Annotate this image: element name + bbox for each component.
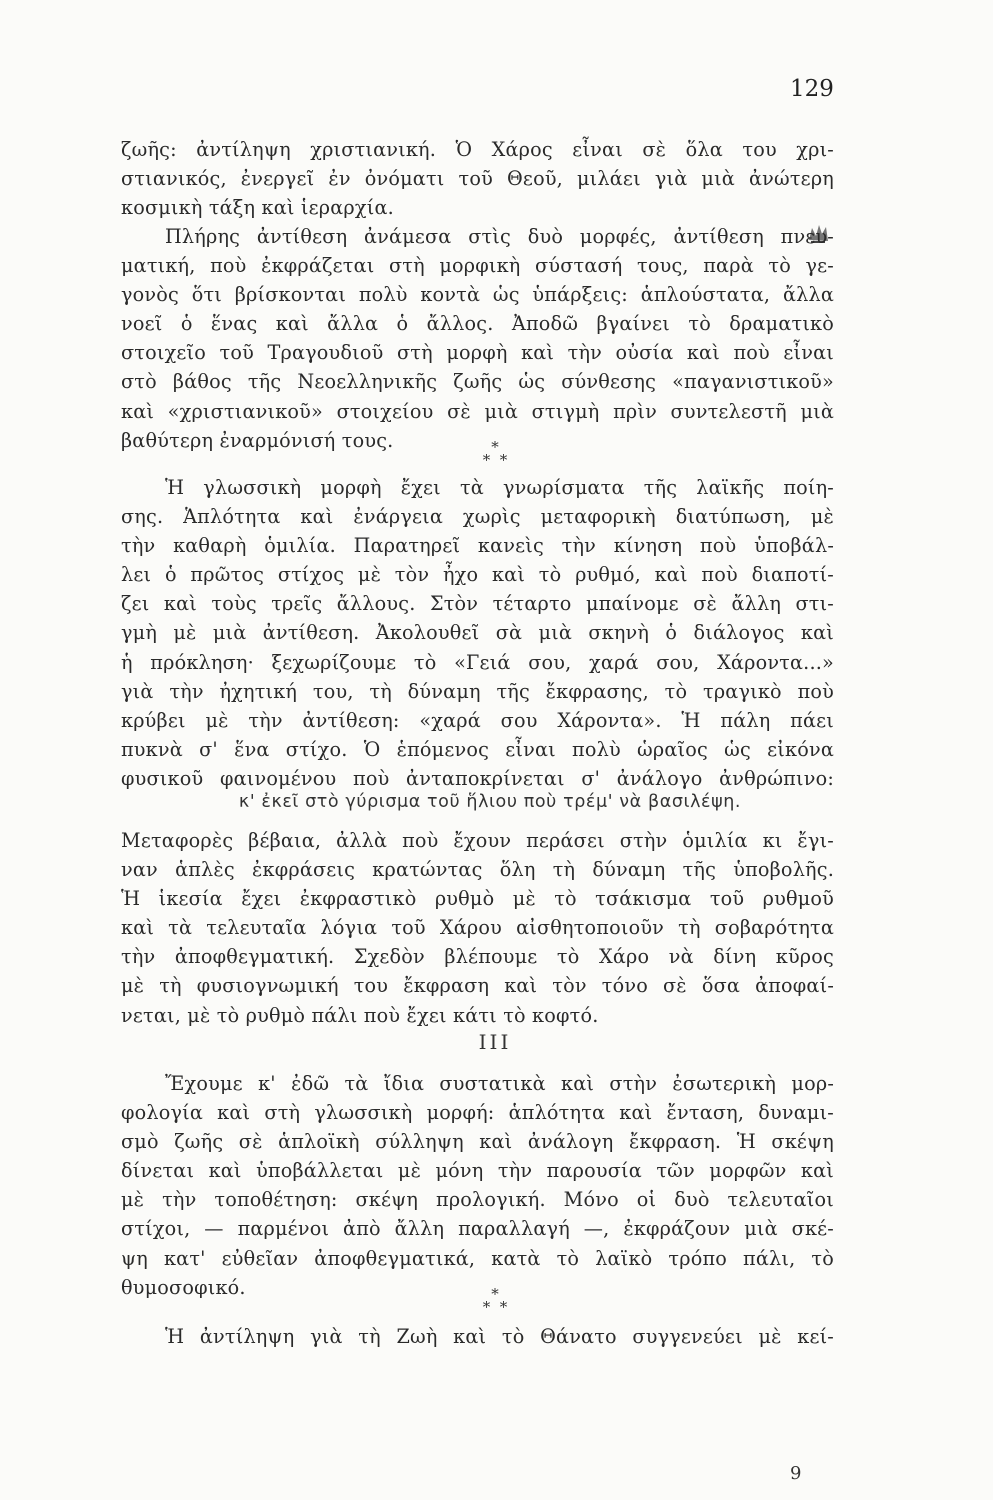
section-separator: * * * xyxy=(482,438,508,469)
text-line: κρύβει μὲ τὴν ἀντίθεση: «χαρά σου Χάροντα». Ἡ πάλη πάει xyxy=(121,708,834,732)
verse-quote: κ' ἐκεῖ στὸ γύρισμα τοῦ ἥλιου ποὺ τρέμ' νὰ βασιλέψη. xyxy=(238,792,742,812)
text-line: μὲ τὴ φυσιογνωμική του ἔκφραση καὶ τὸν τόνο σὲ ὅσα ἀποφαί- xyxy=(121,974,834,998)
text-line: στοιχεῖο τοῦ Τραγουδιοῦ στὴ μορφὴ καὶ τὴν οὐσία καὶ ποὺ εἶναι xyxy=(121,341,834,365)
text-line: σης. Ἁπλότητα καὶ ἐνάργεια χωρὶς μεταφορικὴ διατύπωση, μὲ xyxy=(121,505,834,529)
paragraph-4 xyxy=(121,826,834,1030)
text-line: Πλήρης ἀντίθεση ἀνάμεσα στὶς δυὸ μορφές, ἀντίθεση πνευ- xyxy=(165,225,834,248)
text-line: στίχοι, — παρμένοι ἀπὸ ἄλλη παραλλαγή —, ἐκφράζουν μιὰ σκέ- xyxy=(121,1217,834,1241)
text-line: ζει καὶ τοὺς τρεῖς ἄλλους. Στὸν τέταρτο μπαίνομε σὲ ἄλλη στι- xyxy=(121,592,834,616)
text-line: στὸ βάθος τῆς Νεοελληνικῆς ζωῆς ὡς σύνθεσης «παγανιστικοῦ» xyxy=(121,370,834,394)
text-line: ψη κατ' εὐθεῖαν ἀποφθεγματικά, κατὰ τὸ λαϊκὸ τρόπο πάλι, τὸ xyxy=(121,1246,834,1270)
paragraph-5 xyxy=(121,1069,834,1302)
signature-mark: 9 xyxy=(790,1463,802,1484)
page-number: 129 xyxy=(790,76,834,102)
text-line: τὴν ἀποφθεγματική. Σχεδὸν βλέπουμε τὸ Χάρο νὰ δίνη κῦρος xyxy=(121,945,834,969)
text-line: καὶ «χριστιανικοῦ» στοιχείου σὲ μιὰ στιγμὴ πρὶν συντελεστῆ μιὰ xyxy=(121,399,834,423)
text-line: γμὴ μὲ μιὰ ἀντίθεση. Ἀκολουθεῖ σὰ μιὰ σκηνὴ ὁ διάλογος καὶ xyxy=(121,621,834,645)
paragraph-2 xyxy=(121,222,834,455)
paragraph-6 xyxy=(121,1322,834,1351)
text-line: ἡ πρόκληση· ξεχωρίζουμε τὸ «Γειά σου, χαρά σου, Χάροντα...» xyxy=(121,650,834,674)
paragraph-1 xyxy=(121,135,834,222)
text-line: θυμοσοφικό. xyxy=(121,1275,246,1299)
text-line: νεται, μὲ τὸ ρυθμὸ πάλι ποὺ ἔχει κάτι τὸ κοφτό. xyxy=(121,1003,599,1027)
text-line: στιανικός, ἐνεργεῖ ἐν ὀνόματι τοῦ Θεοῦ, μιλάει γιὰ μιὰ ἀνώτερη xyxy=(121,167,834,191)
text-line: κοσμικὴ τάξη καὶ ἱεραρχία. xyxy=(121,196,394,220)
text-line: δίνεται καὶ ὑποβάλλεται μὲ μόνη τὴν παρουσία τῶν μορφῶν καὶ xyxy=(121,1159,834,1183)
text-line: σμὸ ζωῆς σὲ ἁπλοϊκὴ σύλληψη καὶ ἀνάλογη ἔκφραση. Ἡ σκέψη xyxy=(121,1130,834,1154)
text-line: Ἡ ἀντίληψη γιὰ τὴ Ζωὴ καὶ τὸ Θάνατο συγγενεύει μὲ κεί- xyxy=(165,1325,834,1348)
text-line: φολογία καὶ στὴ γλωσσικὴ μορφή: ἁπλότητα καὶ ἔνταση, δυναμι- xyxy=(121,1101,834,1125)
text-line: καὶ τὰ τελευταῖα λόγια τοῦ Χάρου αἰσθητοποιοῦν τὴ σοβαρότητα xyxy=(121,916,834,940)
text-line: Μεταφορὲς βέβαια, ἀλλὰ ποὺ ἔχουν περάσει στὴν ὁμιλία κι ἔγι- xyxy=(121,829,834,852)
text-line: φυσικοῦ φαινομένου ποὺ ἀνταποκρίνεται σ' ἀνάλογο ἀνθρώπινο: xyxy=(121,766,834,790)
text-line: μὲ τὴν τοποθέτηση: σκέψη προλογική. Μόνο οἱ δυὸ τελευταῖοι xyxy=(121,1188,834,1212)
text-line: γιὰ τὴν ἠχητική του, τὴ δύναμη τῆς ἔκφρασης, τὸ τραγικὸ ποὺ xyxy=(121,679,834,703)
text-line: ναν ἁπλὲς ἐκφράσεις κρατώντας ὅλη τὴ δύναμη τῆς ὑποβολῆς. xyxy=(121,858,834,882)
text-line: ματική, ποὺ ἐκφράζεται στὴ μορφικὴ σύστασή τους, παρὰ τὸ γε- xyxy=(121,254,834,278)
text-line: Ἡ ἱκεσία ἔχει ἐκφραστικὸ ρυθμὸ μὲ τὸ τσάκισμα τοῦ ρυθμοῦ xyxy=(121,887,834,911)
text-line: νοεῖ ὁ ἕνας καὶ ἄλλα ὁ ἄλλος. Ἀποδῶ βγαίνει τὸ δραματικὸ xyxy=(121,312,834,336)
section-separator: * * * xyxy=(482,1285,508,1316)
text-line: Ἡ γλωσσικὴ μορφὴ ἔχει τὰ γνωρίσματα τῆς λαϊκῆς ποίη- xyxy=(165,476,834,499)
text-line: πυκνὰ σ' ἕνα στίχο. Ὁ ἑπόμενος εἶναι πολὺ ὡραῖος ὡς εἰκόνα xyxy=(121,737,834,761)
section-heading: III xyxy=(478,1030,512,1054)
text-line: λει ὁ πρῶτος στίχος μὲ τὸν ἦχο καὶ τὸ ρυθμό, καὶ ποὺ διαποτί- xyxy=(121,563,834,587)
paragraph-3 xyxy=(121,473,834,793)
text-line: τὴν καθαρὴ ὁμιλία. Παρατηρεῖ κανεὶς τὴν κίνηση ποὺ ὑποβάλ- xyxy=(121,534,834,558)
text-line: βαθύτερη ἐναρμόνισή τους. xyxy=(121,428,394,452)
text-line: Ἔχουμε κ' ἐδῶ τὰ ἴδια συστατικὰ καὶ στὴν ἐσωτερικὴ μορ- xyxy=(165,1072,834,1095)
text-line: ζωῆς: ἀντίληψη χριστιανική. Ὁ Χάρος εἶναι σὲ ὅλα του χρι- xyxy=(121,138,834,161)
text-line: γονὸς ὅτι βρίσκονται πολὺ κοντὰ ὡς ὑπάρξεις: ἁπλούστατα, ἄλλα xyxy=(121,283,834,307)
